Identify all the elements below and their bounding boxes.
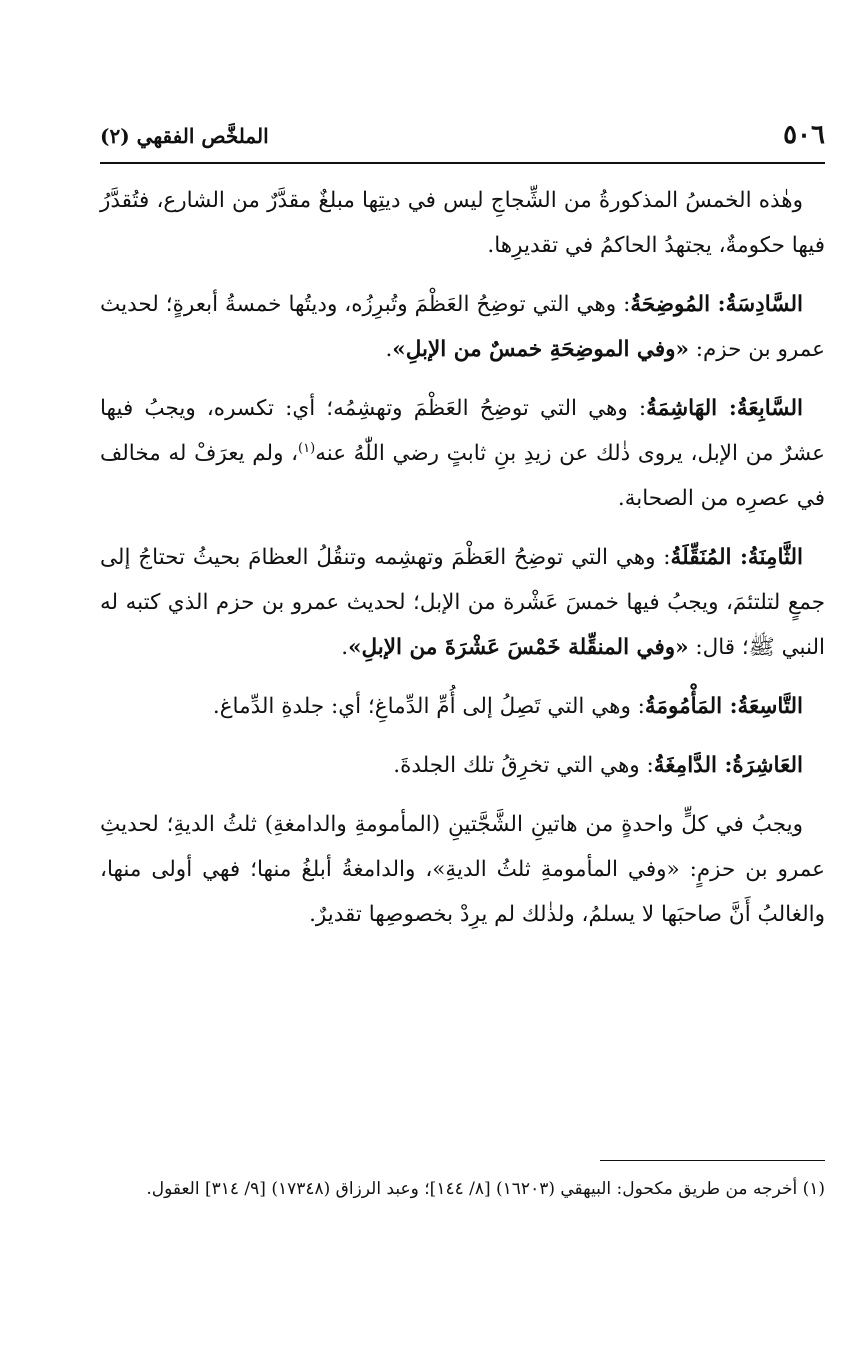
- paragraph-sixth: [100, 282, 825, 372]
- paragraph-seventh: [100, 386, 825, 521]
- term-heading: السَّابِعَةُ: الهَاشِمَةُ: [646, 396, 803, 421]
- paragraph-text: .: [385, 337, 393, 362]
- paragraph-text: .: [341, 635, 349, 660]
- page-header: [100, 118, 825, 158]
- paragraph-text: : وهي التي تخرِقُ تلك الجلدةَ.: [393, 753, 654, 778]
- paragraph-ninth: [100, 684, 825, 729]
- paragraph-text: : وهي التي توضِحُ العَظْمَ وتهشِمُه؛ أي: تكسره، ويجبُ فيها عشرٌ من الإبل، يروى ذٰلك عن زيدِ بنِ ثابتٍ رضي اللّٰهُ عنه: [100, 396, 826, 466]
- term-heading: التَّاسِعَةُ: المَأْمُومَةُ: [644, 694, 803, 719]
- paragraph-eighth: [100, 535, 825, 670]
- paragraph-text: : وهي التي توضِحُ العَظْمَ وتُبرِزُه، وديتُها خمسةُ أبعرةٍ؛ لحديث عمرو بن حزم:: [100, 292, 825, 362]
- paragraph-text: وهٰذه الخمسُ المذكورةُ من الشِّجاجِ ليس في ديتِها مبلغٌ مقدَّرٌ من الشارع، فتُقدَّرُ فيها حكومةٌ، يجتهدُ الحاكمُ في تقديرِها.: [100, 188, 825, 258]
- hadith-quote: «وفي المنقِّلة خَمْسَ عَشْرَةَ من الإبلِ»: [348, 635, 689, 660]
- footnote-divider: [600, 1160, 825, 1161]
- paragraph-tenth: [100, 743, 825, 788]
- paragraph-conclusion: [100, 802, 825, 937]
- footnotes: [100, 1172, 825, 1206]
- paragraph-text: : وهي التي تَصِلُ إلى أُمِّ الدِّماغِ؛ أي: جلدةِ الدِّماغ.: [212, 694, 645, 719]
- paragraph-text: ويجبُ في كلٍّ واحدةٍ من هاتينِ الشَّجَّتينِ (المأمومةِ والدامغةِ) ثلثُ الديةِ؛ لحديثِ عمرو بن حزمٍ: «وفي المأمومةِ ثلثُ الديةِ»، والدامغةُ أبلغُ منها؛ فهي أولى منها، والغالبُ أَنَّ صاحبَها لا يسلمُ، ولذٰلك لم يرِدْ بخصوصِها تقديرٌ.: [100, 812, 825, 927]
- term-heading: السَّادِسَةُ: المُوضِحَةُ: [630, 292, 803, 317]
- footnote-reference[interactable]: (١): [298, 440, 316, 456]
- paragraph-text: : وهي التي توضِحُ العَظْمَ وتهشِمه وتنقُلُ العظامَ بحيثُ تحتاجُ إلى جمعٍ لتلتئمَ، ويجبُ فيها خمسَ عَشْرة من الإبل؛ لحديث عمرو بن حزم الذي كتبه له النبي ﷺ؛ قال:: [100, 545, 825, 660]
- footnote-item: (١) أخرجه من طريق مكحول: البيهقي (١٦٢٠٣) [٨/ ١٤٤]؛ وعبد الرزاق (١٧٣٤٨) [٩/ ٣١٤] العقول.: [146, 1179, 825, 1199]
- term-heading: الثَّامِنَةُ: المُنَقِّلَةُ: [670, 545, 804, 570]
- paragraph-text: ، ولم يعرَفْ له مخالف في عصرِه من الصحابة.: [100, 441, 825, 511]
- main-text: [100, 178, 825, 951]
- page-number: ٥٠٦: [783, 120, 825, 150]
- paragraph-intro: [100, 178, 825, 268]
- hadith-quote: «وفي الموضِحَةِ خمسٌ من الإبلِ»: [392, 337, 689, 362]
- header-divider: [100, 162, 825, 164]
- term-heading: العَاشِرَةُ: الدَّامِغَةُ: [653, 753, 803, 778]
- running-title: الملخَّص الفقهي (٢): [100, 124, 269, 148]
